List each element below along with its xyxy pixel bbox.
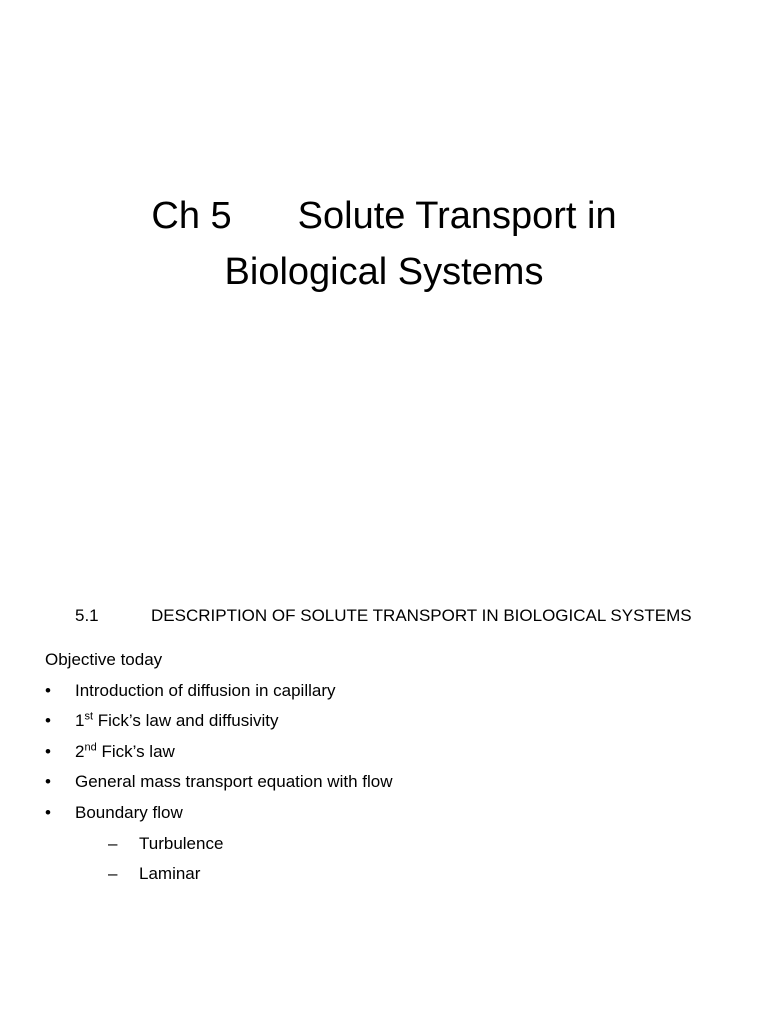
- sub-list-item-text: Turbulence: [139, 833, 224, 853]
- section-heading: [75, 604, 692, 628]
- section-heading-text: DESCRIPTION OF SOLUTE TRANSPORT IN BIOLOGICAL SYSTEMS: [151, 606, 692, 625]
- chapter-number: Ch 5: [151, 195, 232, 237]
- bullet-marker: •: [45, 772, 51, 792]
- slide-title: [0, 188, 768, 300]
- sub-list: [75, 829, 393, 890]
- list-item: [45, 737, 393, 768]
- list-item-text: Introduction of diffusion in capillary: [75, 680, 336, 700]
- sub-list-item-text: Laminar: [139, 864, 201, 884]
- ordinal-number: 1: [75, 711, 85, 731]
- title-line-1: [0, 188, 768, 244]
- list-item: [45, 798, 393, 890]
- section-number: 5.1: [75, 606, 99, 625]
- title-line-2: Biological Systems: [224, 251, 544, 293]
- ordinal-suffix: nd: [84, 741, 97, 754]
- list-item: [45, 706, 393, 737]
- list-item-text: Boundary flow: [75, 802, 183, 822]
- dash-marker: –: [108, 864, 118, 884]
- objective-label: Objective today: [45, 650, 163, 669]
- bullet-marker: •: [45, 680, 51, 700]
- ordinal-suffix: st: [84, 710, 94, 723]
- objective-list: [45, 676, 393, 890]
- bullet-marker: •: [45, 802, 51, 822]
- list-item-text: [75, 711, 279, 730]
- list-item-rest: Fick’s law and diffusivity: [93, 711, 279, 731]
- objective-block: [45, 645, 393, 890]
- list-item: [45, 676, 393, 707]
- list-item-text: General mass transport equation with flow: [75, 772, 393, 792]
- bullet-marker: •: [45, 711, 51, 731]
- ordinal-number: 2: [75, 741, 85, 761]
- bullet-marker: •: [45, 741, 51, 761]
- list-item: [45, 767, 393, 798]
- sub-list-item: [108, 829, 393, 860]
- list-item-text: [75, 742, 175, 761]
- title-line-1-text: Solute Transport in: [297, 195, 617, 237]
- dash-marker: –: [108, 833, 118, 853]
- sub-list-item: [108, 859, 393, 890]
- list-item-rest: Fick’s law: [96, 741, 175, 761]
